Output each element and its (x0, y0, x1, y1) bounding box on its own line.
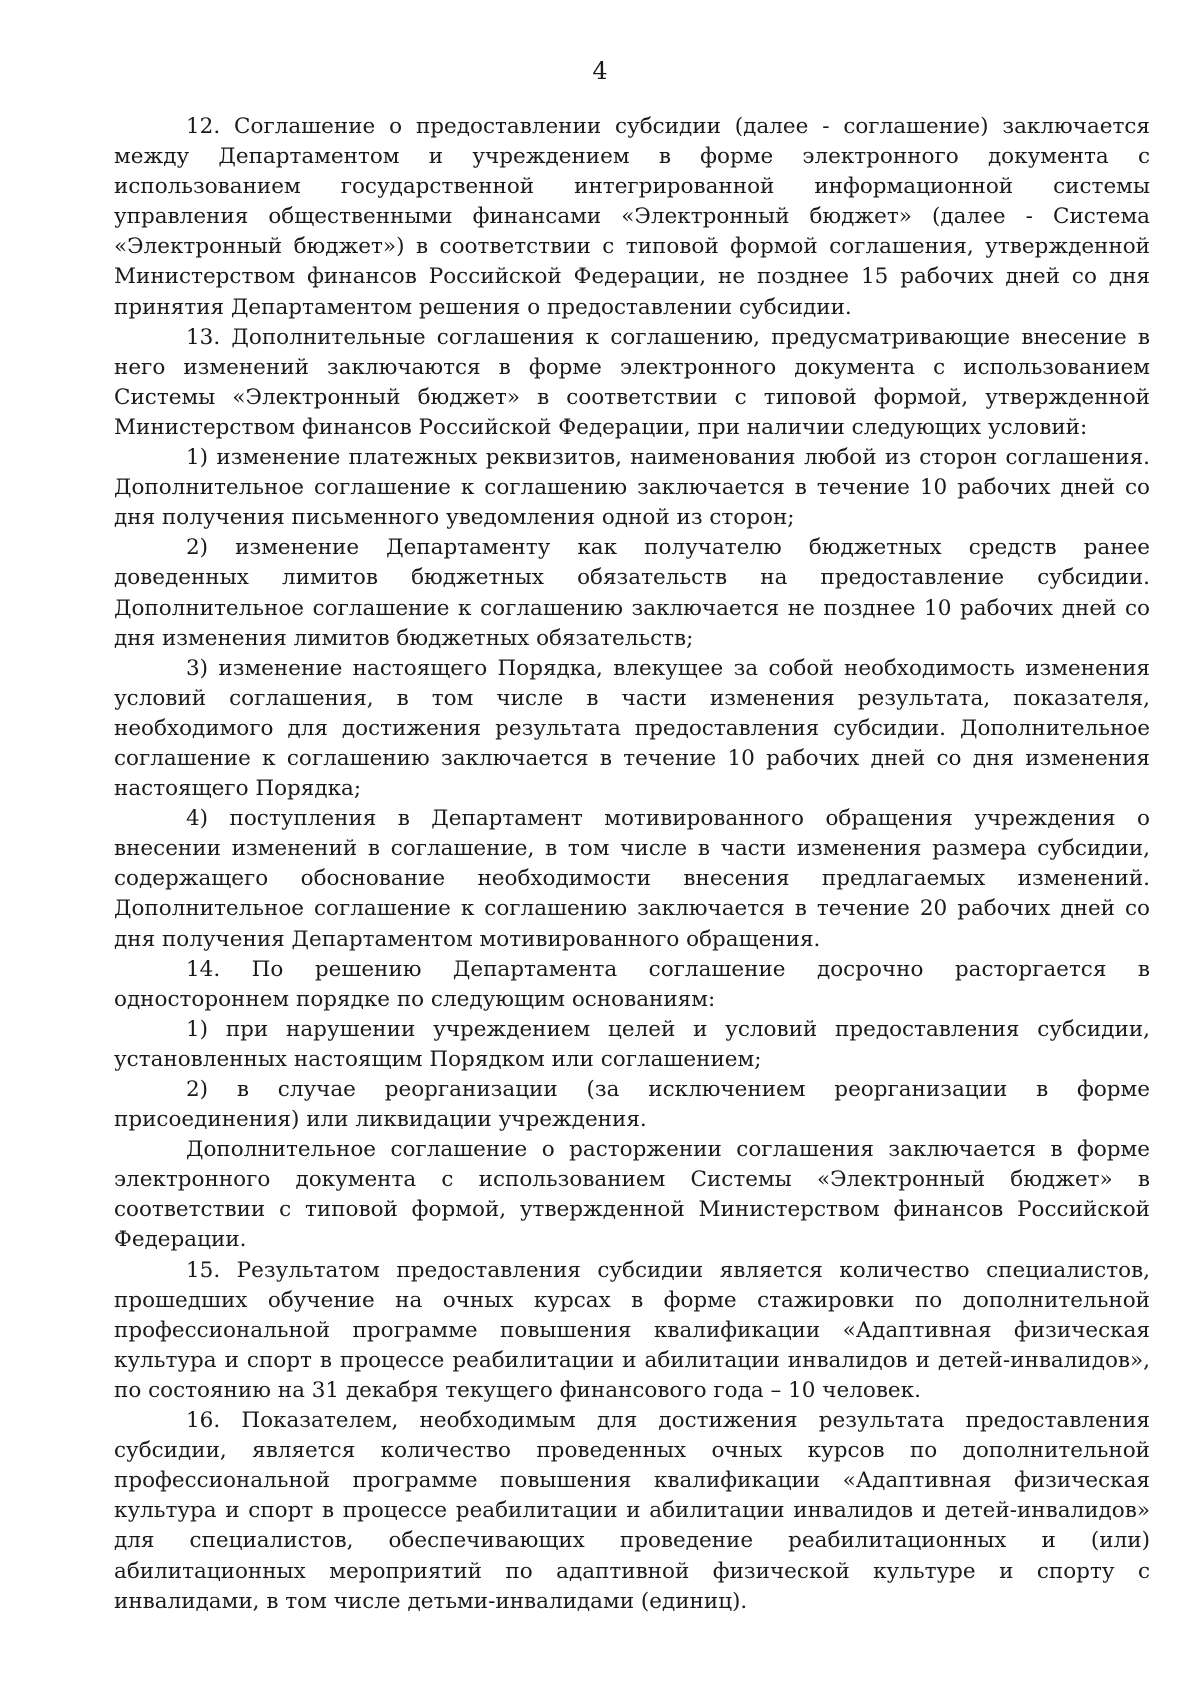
paragraph-14-item-1: 1) при нарушении учреждением целей и условий предоставления субсидии, установленных настоящим Порядком или соглашением; (114, 1016, 1150, 1072)
paragraph-13-item-1: 1) изменение платежных реквизитов, наименования любой из сторон соглашения. Дополнительное соглашение к соглашению заключается в течение 10 рабочих дней со дня получения письменного уведомления одной из сторон; (114, 445, 1150, 531)
paragraph-15: 15. Результатом предоставления субсидии является количество специалистов, прошедших обучение на очных курсах в форме стажировки по дополнительной профессиональной программе повышения квалификации «Адаптивная физическая культура и спорт в процессе реабилитации и абилитации инвалидов и детей-инвалидов», по состоянию на 31 декабря текущего финансового года – 10 человек. (114, 1257, 1150, 1403)
paragraph-14: 14. По решению Департамента соглашение досрочно расторгается в одностороннем порядке по следующим основаниям: (114, 956, 1150, 1012)
paragraph-13-item-2: 2) изменение Департаменту как получателю бюджетных средств ранее доведенных лимитов бюджетных обязательств на предоставление субсидии. Дополнительное соглашение к соглашению заключается не позднее 10 рабочих дней со дня изменения лимитов бюджетных обязательств; (114, 535, 1150, 651)
paragraph-13-item-4: 4) поступления в Департамент мотивированного обращения учреждения о внесении изменений в соглашение, в том числе в части изменения размера субсидии, содержащего обоснование необходимости внесения предлагаемых изменений. Дополнительное соглашение к соглашению заключается в течение 20 рабочих дней со дня получения Департаментом мотивированного обращения. (114, 806, 1150, 952)
paragraph-16: 16. Показателем, необходимым для достижения результата предоставления субсидии, является количество проведенных очных курсов по дополнительной профессиональной программе повышения квалификации «Адаптивная физическая культура и спорт в процессе реабилитации и абилитации инвалидов и детей-инвалидов» для специалистов, обеспечивающих проведение реабилитационных и (или) абилитационных мероприятий по адаптивной физической культуре и спорту с инвалидами, в том числе детьми-инвалидами (единиц). (114, 1408, 1150, 1614)
paragraph-13: 13. Дополнительные соглашения к соглашению, предусматривающие внесение в него изменений заключаются в форме электронного документа с использованием Системы «Электронный бюджет» в соответствии с типовой формой, утвержденной Министерством финансов Российской Федерации, при наличии следующих условий: (114, 324, 1150, 440)
paragraph-12: 12. Соглашение о предоставлении субсидии (далее - соглашение) заключается между Департаментом и учреждением в форме электронного документа с использованием государственной интегрированной информационной системы управления общественными финансами «Электронный бюджет» (далее - Система «Электронный бюджет») в соответствии с типовой формой соглашения, утвержденной Министерством финансов Российской Федерации, не позднее 15 рабочих дней со дня принятия Департаментом решения о предоставлении субсидии. (114, 114, 1150, 320)
paragraph-14-termination: Дополнительное соглашение о расторжении соглашения заключается в форме электронного документа с использованием Системы «Электронный бюджет» в соответствии с типовой формой, утвержденной Министерством финансов Российской Федерации. (114, 1137, 1150, 1253)
paragraph-14-item-2: 2) в случае реорганизации (за исключением реорганизации в форме присоединения) или ликвидации учреждения. (114, 1077, 1150, 1133)
paragraph-13-item-3: 3) изменение настоящего Порядка, влекущее за собой необходимость изменения условий соглашения, в том числе в части изменения результата, показателя, необходимого для достижения результата предоставления субсидии. Дополнительное соглашение к соглашению заключается в течение 10 рабочих дней со дня изменения настоящего Порядка; (114, 655, 1150, 802)
document-body (114, 112, 1150, 1617)
page-number: 4 (592, 57, 608, 85)
